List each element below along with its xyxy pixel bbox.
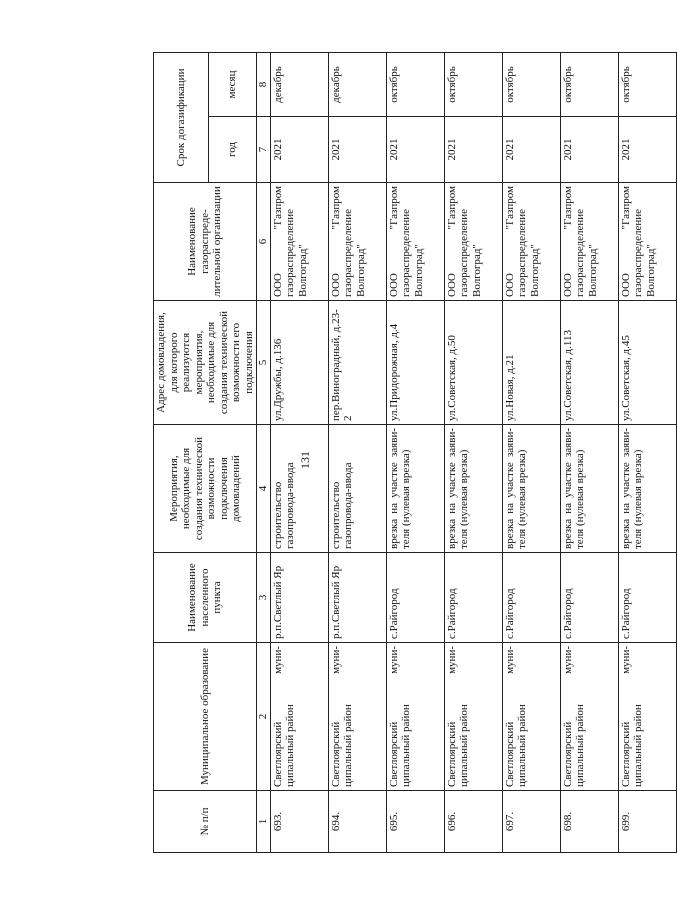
cell-settlement: с.Райгород [618,553,676,643]
cell-month: октябрь [560,52,618,116]
rotated-table-container [153,53,657,853]
header-measures: Мероприятия, необходимые для создания технической возможности подключения домовладений [154,425,257,553]
cell-measures: врезка на участке заяви-теля (нулевая врезка) [502,425,560,553]
cell-year: 2021 [444,117,502,183]
cell-measures: врезка на участке заяви-теля (нулевая врезка) [560,425,618,553]
cell-municipality: Светлоярский муни-ципальный район [618,643,676,791]
cell-address: ул.Придорожная, д.4 [386,301,444,425]
cell-address: ул.Советская, д.50 [444,301,502,425]
cell-measures: врезка на участке заяви-теля (нулевая врезка) [386,425,444,553]
cell-measures: строительство газопровода-ввода [270,425,328,553]
cell-num: 697. [502,791,560,853]
cell-settlement: р.п.Светлый Яр [328,553,386,643]
cell-address: ул.Новая, д.21 [502,301,560,425]
cell-organization: ООО "Газпром газораспределение Волгоград" [560,183,618,301]
header-num: № п/п [154,791,257,853]
cell-municipality: Светлоярский муни-ципальный район [560,643,618,791]
cell-month: декабрь [328,52,386,116]
cell-settlement: с.Райгород [502,553,560,643]
cell-settlement: с.Райгород [560,553,618,643]
cell-organization: ООО "Газпром газораспределение Волгоград" [270,183,328,301]
table-row [328,52,386,852]
column-number: 8 [257,52,271,116]
cell-organization: ООО "Газпром газораспределение Волгоград" [618,183,676,301]
header-organization: Наименование газораспреде-лительной организации [154,183,257,301]
cell-num: 699. [618,791,676,853]
cell-num: 694. [328,791,386,853]
header-municipality: Муниципальное образование [154,643,257,791]
header-term: Срок догазификации [154,52,209,182]
table-row [386,52,444,852]
header-month: месяц [208,52,256,116]
cell-settlement: с.Райгород [444,553,502,643]
header-year: год [208,117,256,183]
cell-address: пер.Виноградный, д.23-2 [328,301,386,425]
cell-year: 2021 [502,117,560,183]
cell-year: 2021 [270,117,328,183]
gasification-table [153,52,677,853]
column-number-row [257,52,271,852]
cell-month: октябрь [386,52,444,116]
cell-organization: ООО "Газпром газораспределение Волгоград" [328,183,386,301]
table-row [444,52,502,852]
rotated-table [153,53,657,853]
cell-municipality: Светлоярский муни-ципальный район [270,643,328,791]
cell-num: 695. [386,791,444,853]
cell-municipality: Светлоярский муни-ципальный район [444,643,502,791]
cell-organization: ООО "Газпром газораспределение Волгоград" [502,183,560,301]
cell-municipality: Светлоярский муни-ципальный район [328,643,386,791]
cell-organization: ООО "Газпром газораспределение Волгоград" [386,183,444,301]
column-number: 4 [257,425,271,553]
cell-measures: строительство газопровода-ввода [328,425,386,553]
header-settlement: Наименование населенного пункта [154,553,257,643]
table-row [618,52,676,852]
cell-municipality: Светлоярский муни-ципальный район [502,643,560,791]
cell-num: 693. [270,791,328,853]
header-address: Адрес домовладения, для которого реализуются мероприятия, необходимые для создания технической возможности его подключения [154,301,257,425]
cell-month: октябрь [618,52,676,116]
column-number: 3 [257,553,271,643]
cell-year: 2021 [560,117,618,183]
column-number: 5 [257,301,271,425]
cell-address: ул.Дружбы, д.136 [270,301,328,425]
column-number: 7 [257,117,271,183]
column-number: 2 [257,643,271,791]
column-number: 6 [257,183,271,301]
cell-year: 2021 [618,117,676,183]
cell-month: октябрь [444,52,502,116]
cell-month: октябрь [502,52,560,116]
table-row [502,52,560,852]
cell-year: 2021 [386,117,444,183]
cell-settlement: р.п.Светлый Яр [270,553,328,643]
cell-settlement: с.Райгород [386,553,444,643]
cell-address: ул.Советская, д.45 [618,301,676,425]
table-row [560,52,618,852]
cell-num: 696. [444,791,502,853]
cell-year: 2021 [328,117,386,183]
table-header-row [154,52,209,852]
cell-municipality: Светлоярский муни-ципальный район [386,643,444,791]
cell-measures: врезка на участке заяви-теля (нулевая врезка) [444,425,502,553]
cell-organization: ООО "Газпром газораспределение Волгоград" [444,183,502,301]
cell-num: 698. [560,791,618,853]
cell-month: декабрь [270,52,328,116]
cell-measures: врезка на участке заяви-теля (нулевая врезка) [618,425,676,553]
column-number: 1 [257,791,271,853]
table-row [270,52,328,852]
page-number: 131 [298,451,312,469]
cell-address: ул.Советская, д.113 [560,301,618,425]
